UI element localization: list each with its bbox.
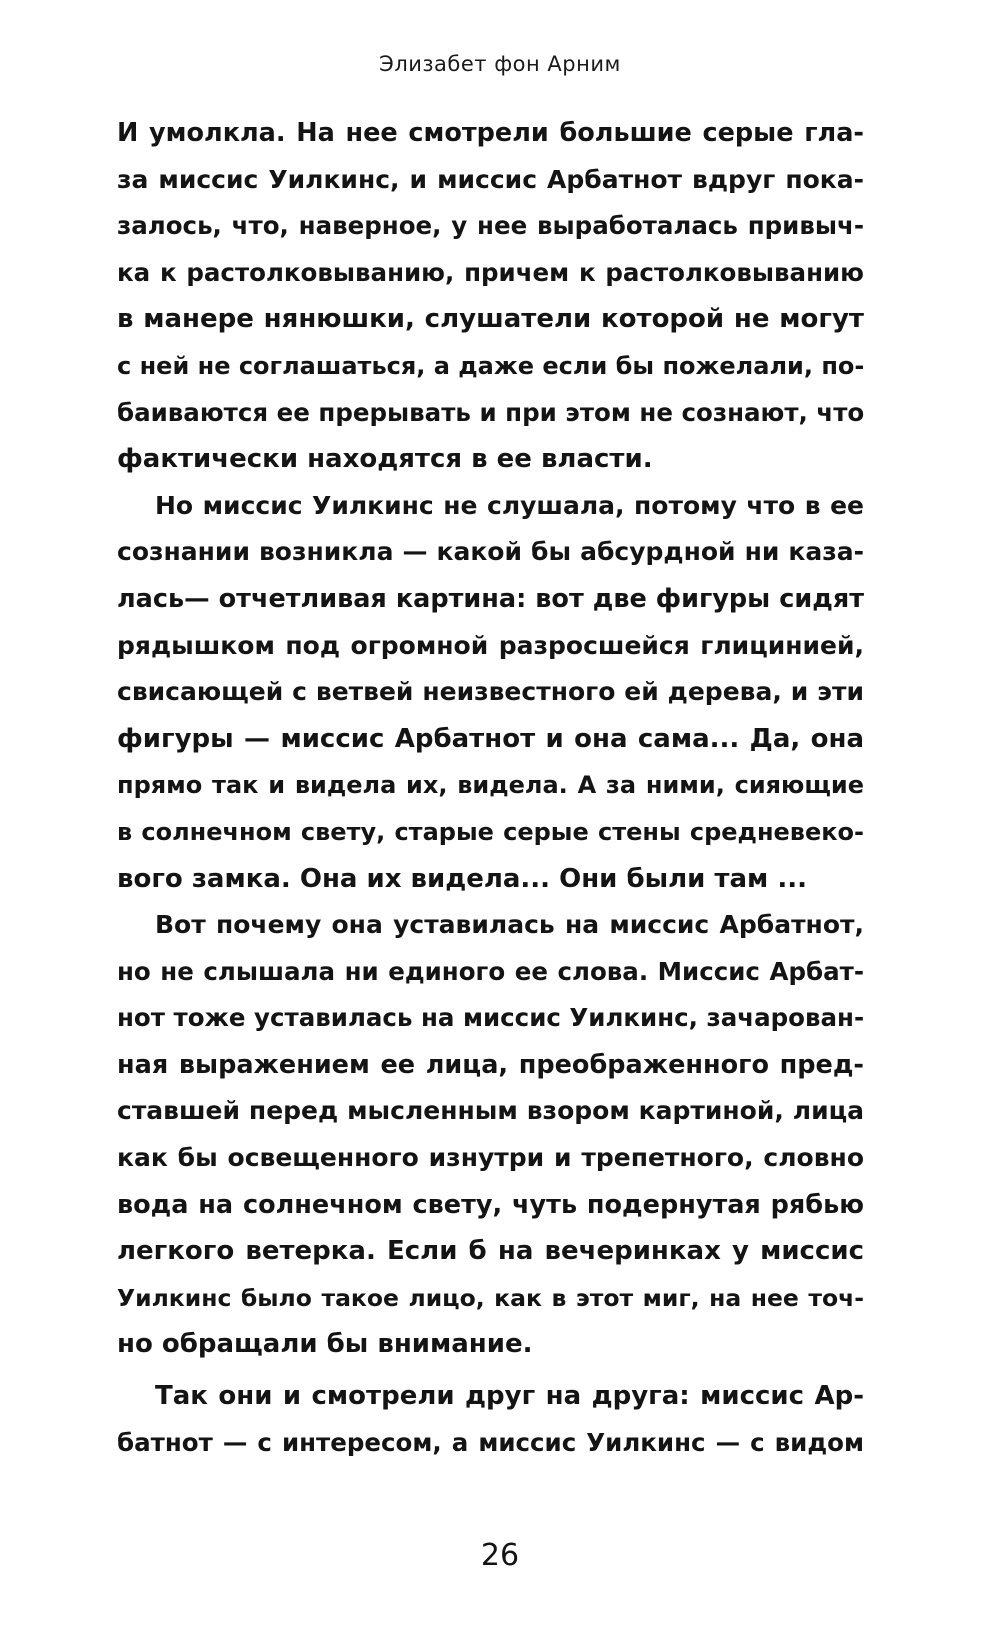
text-line: с ней не соглашаться, а даже если бы пожелали, по- xyxy=(117,351,865,380)
text-line: И умолкла. На нее смотрели большие серые гла- xyxy=(117,118,864,148)
text-line: как бы освещенного изнутри и трепетного, словно xyxy=(117,1143,864,1173)
text-line: ная выражением ее лица, преображенного пред- xyxy=(117,1049,864,1080)
text-line: батнот — с интересом, а миссис Уилкинс — с видом xyxy=(117,1427,864,1457)
text-line: в солнечном свету, старые серые стены средневеко- xyxy=(117,817,864,846)
text-line: прямо так и видела их, видела. А за ними, сияющие xyxy=(117,771,864,800)
text-line: за миссис Уилкинс, и миссис Арбатнот вдруг пока- xyxy=(117,164,864,194)
text-line: в манере нянюшки, слушатели которой не могут xyxy=(117,304,864,335)
text-line: ставшей перед мысленным взором картиной, лица xyxy=(117,1096,864,1126)
text-line: Но миссис Уилкинс не слушала, потому что в ее xyxy=(155,490,864,520)
text-line: рядышком под огромной разросшейся глицинией, xyxy=(117,630,864,660)
text-line: нот тоже уставилась на миссис Уилкинс, зачарован- xyxy=(117,1003,865,1033)
text-line: вода на солнечном свету, чуть подернутая рябью xyxy=(117,1189,864,1220)
text-line: легкого ветерка. Если б на вечеринках у миссис xyxy=(117,1236,864,1267)
text-line: вого замка. Она их видела... Они были там ... xyxy=(117,863,807,894)
text-line: но не слышала ни единого ее слова. Миссис Арбат- xyxy=(117,956,864,986)
text-line: сознании возникла — какой бы абсурдной ни каза- xyxy=(117,537,864,567)
text-line: фигуры — миссис Арбатнот и она сама... Да, она xyxy=(117,723,864,754)
text-line: свисающей с ветвей неизвестного ей дерева, и эти xyxy=(117,677,864,707)
text-line: залось, что, наверное, у нее выработалась привыч- xyxy=(117,211,864,241)
text-line: ка к растолковыванию, причем к растолковыванию xyxy=(117,257,864,287)
page-number: 26 xyxy=(480,1538,520,1573)
text-line: Вот почему она уставилась на миссис Арбатнот, xyxy=(155,910,864,940)
text-line: фактически находятся в ее власти. xyxy=(117,444,653,475)
text-line: Так они и смотрели друг на друга: миссис Ар- xyxy=(155,1381,864,1412)
running-head: Элизабет фон Арним xyxy=(379,52,621,76)
text-line: Уилкинс было такое лицо, как в этот миг, на нее точ- xyxy=(117,1283,864,1312)
text-line: но обращали бы внимание. xyxy=(117,1329,533,1360)
body-text xyxy=(117,110,864,1466)
text-line: баиваются ее прерывать и при этом не сознают, что xyxy=(117,397,865,427)
text-line: лась— отчетливая картина: вот две фигуры сидят xyxy=(117,583,864,614)
